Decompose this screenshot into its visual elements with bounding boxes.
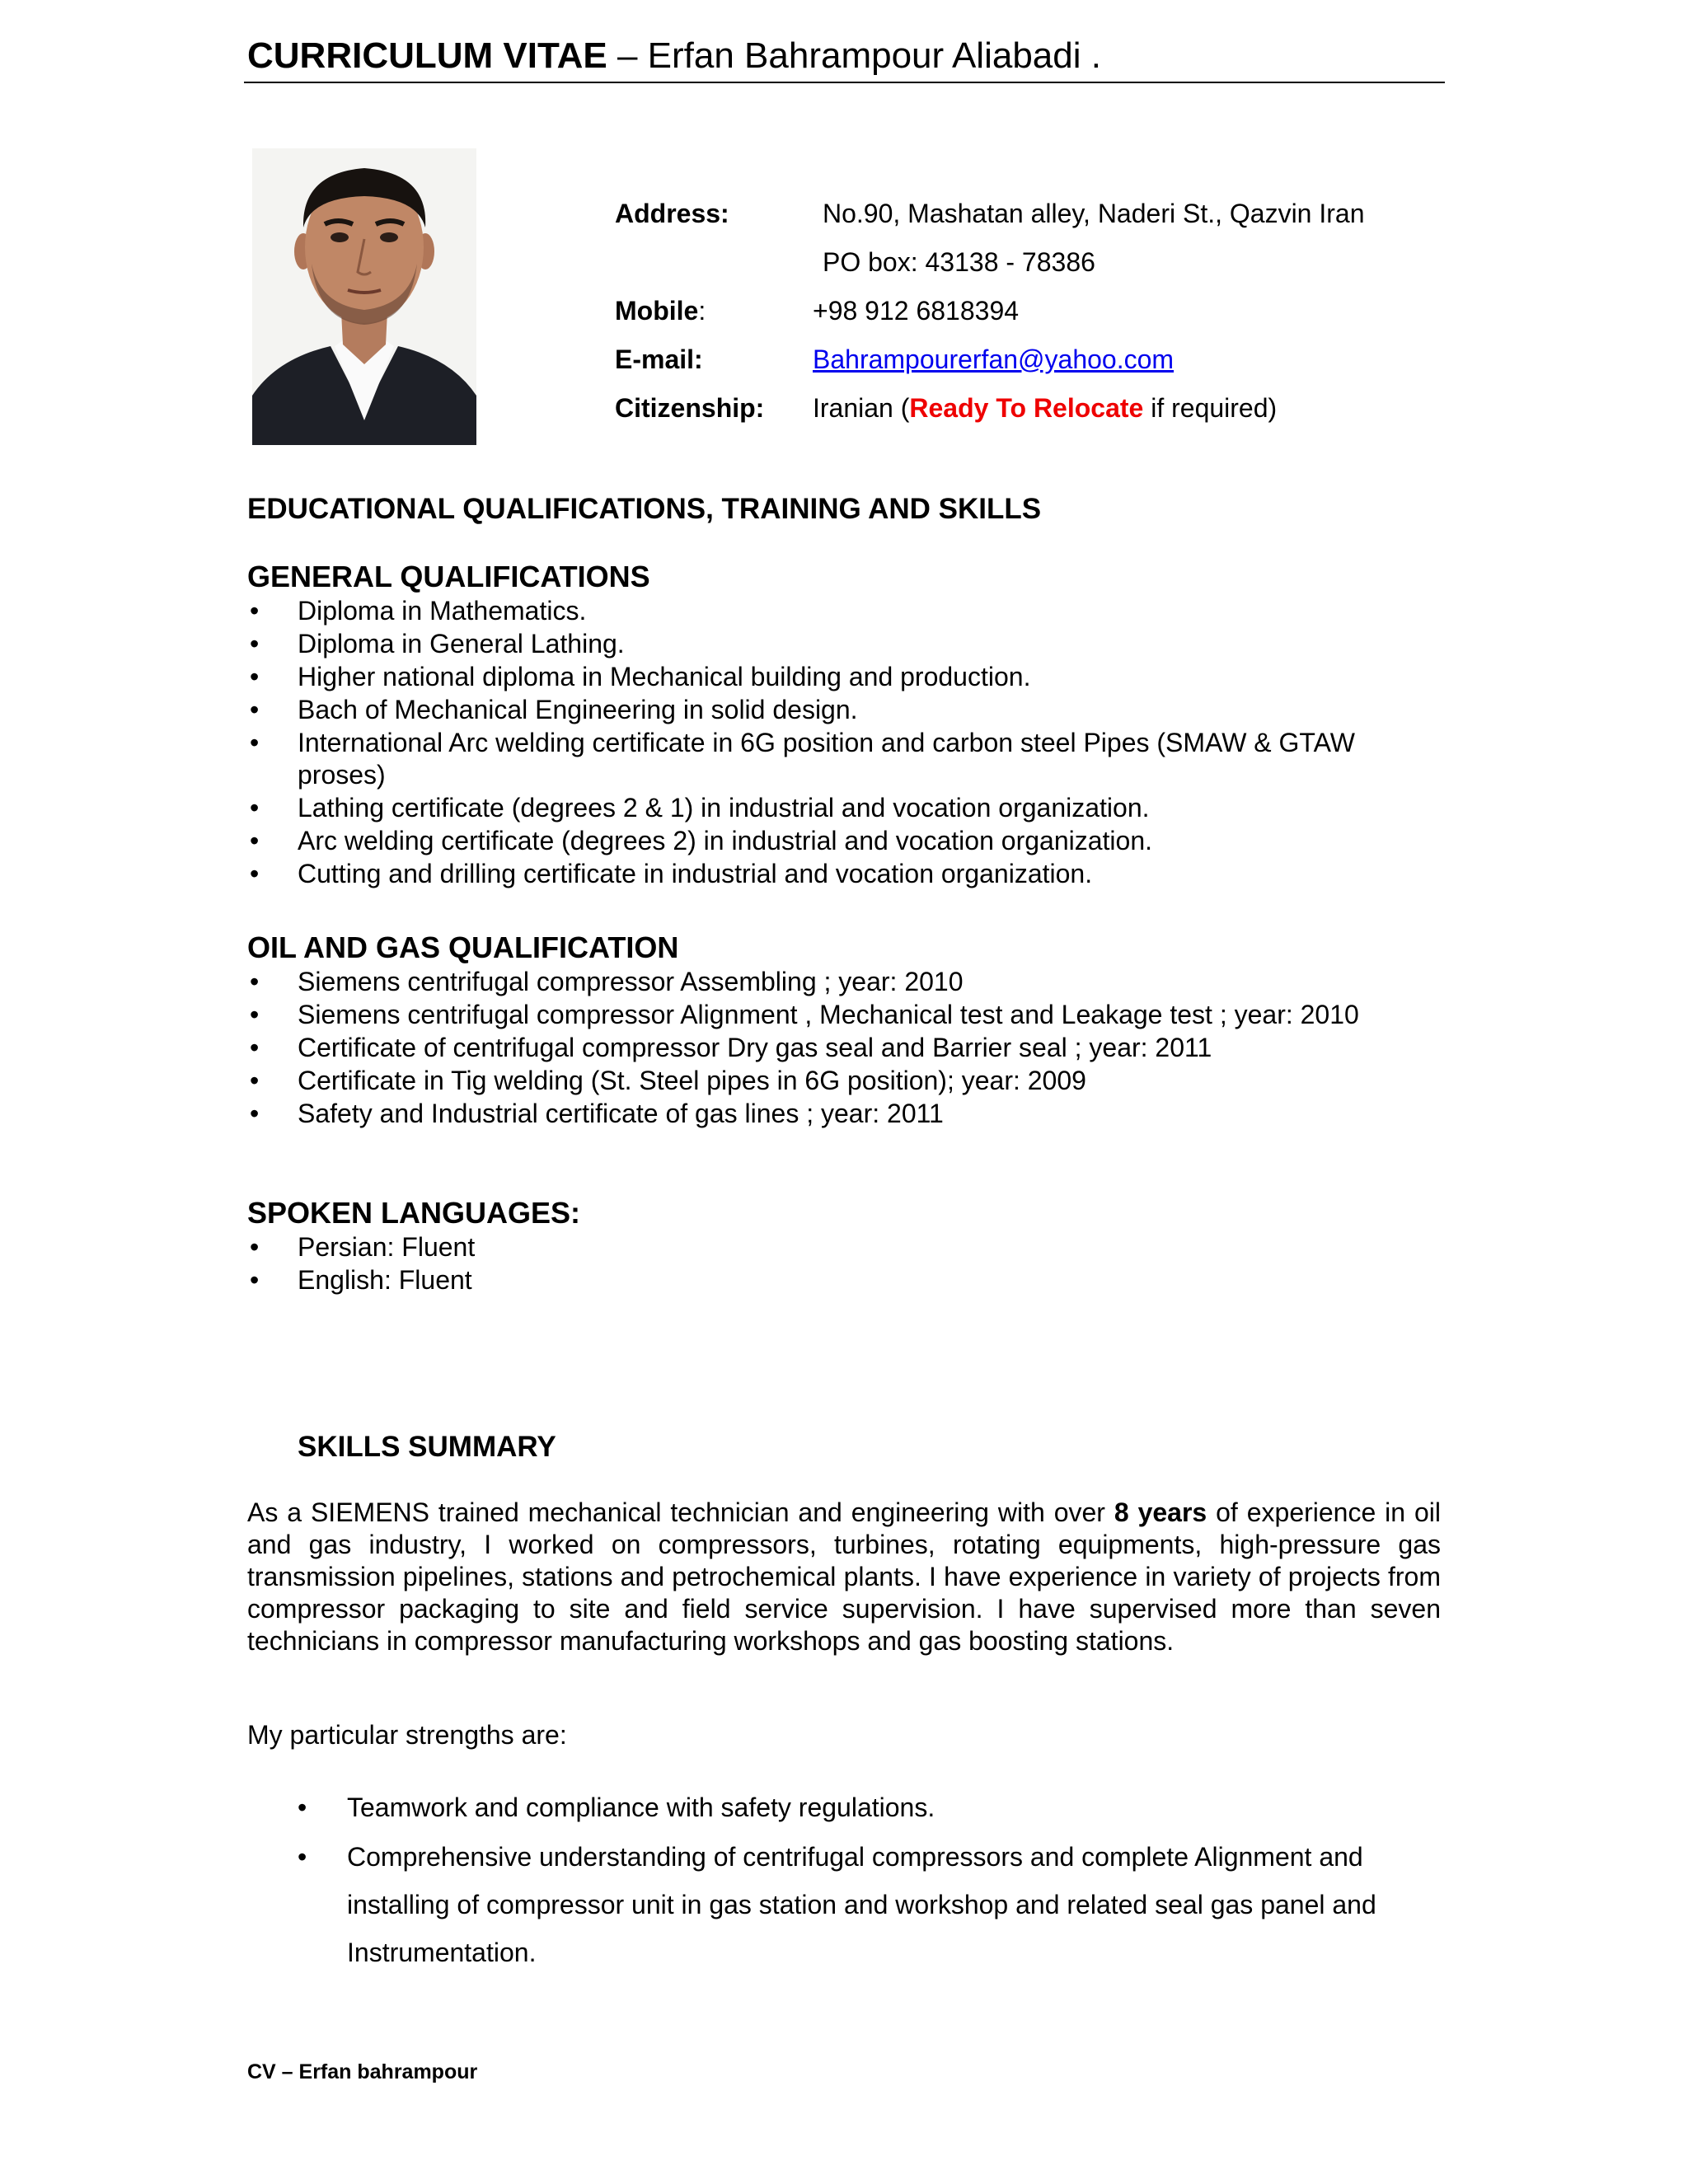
general-qualification-item-text: Bach of Mechanical Engineering in solid design. bbox=[298, 695, 858, 724]
general-qualification-item-text: Diploma in Mathematics. bbox=[298, 596, 587, 626]
general-qualification-item bbox=[247, 694, 1443, 726]
bullet-icon: • bbox=[250, 1066, 260, 1095]
citizenship-value bbox=[813, 384, 1277, 433]
general-qualifications-list bbox=[247, 595, 1451, 890]
citizenship-suffix: if required) bbox=[1143, 393, 1278, 423]
strength-item-text: Teamwork and compliance with safety regulations. bbox=[347, 1793, 935, 1822]
general-qualification-item-text: International Arc welding certificate in 6G position and carbon steel Pipes (SMAW & GTAW proses) bbox=[298, 728, 1355, 790]
general-qualification-item bbox=[247, 727, 1443, 791]
general-qualification-item-text: Higher national diploma in Mechanical building and production. bbox=[298, 662, 1031, 691]
skills-summary-heading: SKILLS SUMMARY bbox=[298, 1431, 556, 1463]
general-qualifications-section bbox=[247, 559, 1451, 891]
address-label: Address: bbox=[615, 199, 729, 228]
bullet-icon: • bbox=[250, 1000, 260, 1029]
oil-gas-heading: OIL AND GAS QUALIFICATION bbox=[247, 930, 679, 964]
languages-section bbox=[247, 1195, 1451, 1297]
strength-item bbox=[247, 1833, 1451, 1976]
oil-gas-item-text: Certificate in Tig welding (St. Steel pipes in 6G position); year: 2009 bbox=[298, 1066, 1086, 1095]
bullet-icon: • bbox=[250, 695, 260, 724]
bullet-icon: • bbox=[250, 1033, 260, 1062]
general-qualification-item-text: Lathing certificate (degrees 2 & 1) in industrial and vocation organization. bbox=[298, 793, 1150, 823]
mobile-value: +98 912 6818394 bbox=[813, 296, 1020, 326]
strength-item-text: Comprehensive understanding of centrifugal compressors and complete Alignment and installing of compressor unit in gas station and workshop and related seal gas panel and Instrumentation. bbox=[347, 1842, 1376, 1967]
general-qualifications-heading: GENERAL QUALIFICATIONS bbox=[247, 560, 650, 593]
language-item bbox=[247, 1264, 1443, 1296]
strengths-list bbox=[247, 1783, 1451, 1978]
portrait-photo bbox=[252, 148, 476, 445]
education-main-heading: EDUCATIONAL QUALIFICATIONS, TRAINING AND SKILLS bbox=[247, 493, 1042, 525]
title-bold: CURRICULUM VITAE bbox=[247, 35, 607, 76]
bullet-icon: • bbox=[250, 1232, 260, 1262]
general-qualification-item bbox=[247, 858, 1443, 890]
bullet-icon: • bbox=[250, 826, 260, 855]
general-qualification-item bbox=[247, 661, 1443, 693]
bullet-icon: • bbox=[250, 728, 260, 757]
email-link[interactable]: Bahrampourerfan@yahoo.com bbox=[813, 344, 1175, 374]
summary-text-2: of experience in oil and gas industry, I worked on compressors, turbines, rotating equipments, high-pressure gas transmission pipelines, stations and petrochemical plants. I have experience in variety of projects from compressor packaging to site and field service supervision. I have supervised more than seven technicians in compressor manufacturing workshops and gas boosting stations. bbox=[247, 1497, 1442, 1656]
page-footer: CV – Erfan bahrampour bbox=[247, 2060, 478, 2083]
bullet-icon: • bbox=[250, 596, 260, 626]
person-portrait-icon bbox=[252, 148, 476, 445]
title-name: – Erfan Bahrampour Aliabadi . bbox=[607, 35, 1101, 76]
bullet-icon: • bbox=[250, 1265, 260, 1295]
oil-gas-item bbox=[247, 999, 1443, 1031]
citizenship-label: Citizenship: bbox=[615, 393, 765, 423]
bullet-icon: • bbox=[250, 859, 260, 888]
oil-gas-item-text: Certificate of centrifugal compressor Dry gas seal and Barrier seal ; year: 2011 bbox=[298, 1033, 1212, 1062]
strength-item bbox=[247, 1783, 1451, 1831]
summary-text-1: As a SIEMENS trained mechanical technician and engineering with over bbox=[247, 1497, 1114, 1527]
general-qualification-item-text: Diploma in General Lathing. bbox=[298, 629, 625, 658]
oil-gas-list bbox=[247, 966, 1451, 1130]
general-qualification-item bbox=[247, 825, 1443, 857]
bullet-icon: • bbox=[250, 967, 260, 996]
general-qualification-item-text: Arc welding certificate (degrees 2) in industrial and vocation organization. bbox=[298, 826, 1152, 855]
oil-gas-item-text: Siemens centrifugal compressor Alignment , Mechanical test and Leakage test ; year: 2010 bbox=[298, 1000, 1359, 1029]
mobile-label bbox=[615, 287, 706, 335]
mobile-label-text: Mobile bbox=[615, 296, 699, 326]
general-qualification-item bbox=[247, 792, 1443, 824]
bullet-icon: • bbox=[250, 629, 260, 658]
general-qualification-item bbox=[247, 595, 1443, 627]
citizenship-prefix: Iranian ( bbox=[813, 393, 910, 423]
oil-gas-item bbox=[247, 966, 1443, 998]
summary-years: 8 years bbox=[1114, 1497, 1207, 1527]
bullet-icon: • bbox=[250, 793, 260, 823]
header-divider bbox=[244, 82, 1445, 83]
languages-heading: SPOKEN LANGUAGES: bbox=[247, 1196, 581, 1230]
oil-gas-item-text: Siemens centrifugal compressor Assembling ; year: 2010 bbox=[298, 967, 964, 996]
bullet-icon: • bbox=[250, 662, 260, 691]
language-item-text: English: Fluent bbox=[298, 1265, 472, 1295]
oil-gas-item bbox=[247, 1098, 1443, 1130]
oil-gas-item bbox=[247, 1032, 1443, 1064]
bullet-icon: • bbox=[298, 1793, 307, 1822]
language-item-text: Persian: Fluent bbox=[298, 1232, 476, 1262]
languages-list bbox=[247, 1231, 1451, 1296]
oil-gas-item-text: Safety and Industrial certificate of gas lines ; year: 2011 bbox=[298, 1099, 944, 1128]
strengths-intro: My particular strengths are: bbox=[247, 1720, 567, 1750]
relocate-highlight: Ready To Relocate bbox=[909, 393, 1144, 423]
bullet-icon: • bbox=[298, 1842, 307, 1872]
language-item bbox=[247, 1231, 1443, 1263]
general-qualification-item bbox=[247, 628, 1443, 660]
email-label: E-mail: bbox=[615, 344, 703, 374]
document-title bbox=[247, 31, 1442, 81]
oil-gas-section bbox=[247, 930, 1451, 1131]
skills-summary-paragraph bbox=[247, 1497, 1441, 1657]
email-value bbox=[813, 335, 1174, 384]
oil-gas-item bbox=[247, 1065, 1443, 1097]
bullet-icon: • bbox=[250, 1099, 260, 1128]
mobile-label-colon: : bbox=[698, 296, 706, 326]
general-qualification-item-text: Cutting and drilling certificate in industrial and vocation organization. bbox=[298, 859, 1093, 888]
address-line1: No.90, Mashatan alley, Naderi St., Qazvin Iran bbox=[823, 199, 1365, 228]
address-line2: PO box: 43138 - 78386 bbox=[823, 247, 1095, 277]
